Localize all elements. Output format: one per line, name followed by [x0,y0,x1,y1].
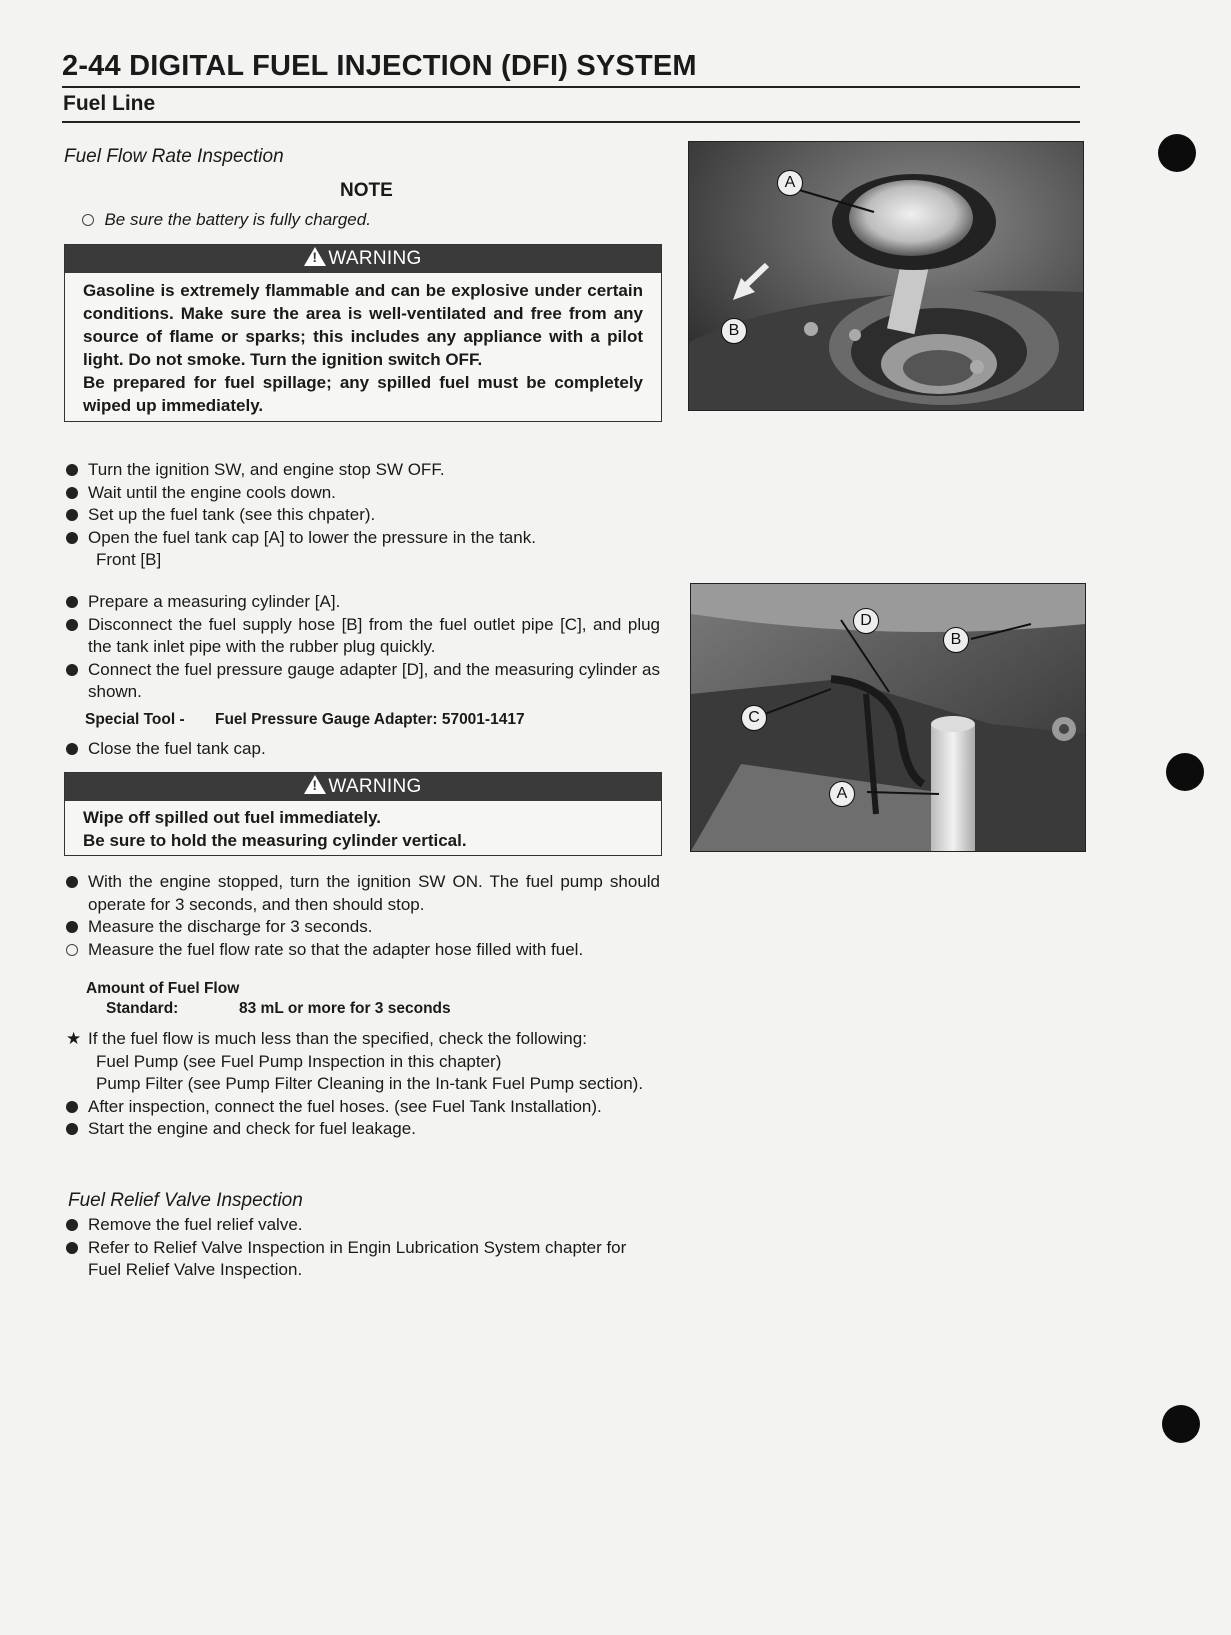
front-label: Front [B] [96,550,162,569]
warning-text: Wipe off spilled out fuel immediately. [83,808,382,827]
bullet-icon [66,619,78,631]
warning-label: WARNING [328,776,422,797]
sub-item: Fuel Pump (see Fuel Pump Inspection in this chapter) [96,1051,502,1071]
standard-label: Standard: [106,1000,179,1017]
header-rule [62,121,1080,123]
bullet-icon [66,1242,78,1254]
sub-item: Pump Filter (see Pump Filter Cleaning in the In-tank Fuel Pump section). [96,1074,644,1093]
bullet-icon [66,1219,78,1231]
callout-label: C [741,705,767,731]
bullet-icon [66,921,78,933]
section-title-relief: Fuel Relief Valve Inspection [68,1190,303,1211]
photo-fuel-tank-cap [689,142,1083,410]
star-icon: ★ [66,1029,82,1048]
ring-bullet-icon [66,944,78,956]
note-title: NOTE [340,180,393,201]
step-list [66,591,660,704]
list-item: Wait until the engine cools down. [66,482,666,505]
step-list [66,1028,660,1141]
warning-header [65,245,661,273]
callout-label: B [721,318,747,344]
figure-measuring-setup [690,583,1086,852]
header-rule [62,86,1080,88]
list-item: Measure the fuel flow rate so that the adapter hose filled with fuel. [66,939,660,962]
bullet-icon [66,876,78,888]
step-list [66,738,660,761]
callout-label: A [829,781,855,807]
list-item: With the engine stopped, turn the ignition SW ON. The fuel pump should operate for 3 seconds, and then should stop. [66,871,660,916]
bullet-icon [66,464,78,476]
list-item: Start the engine and check for fuel leakage. [66,1118,660,1141]
warning-box [64,772,662,856]
list-item: Close the fuel tank cap. [66,738,660,761]
page-title: 2-44 DIGITAL FUEL INJECTION (DFI) SYSTEM [62,50,697,82]
section-subtitle: Fuel Line [63,92,156,115]
step-list [66,459,666,572]
warning-text: Be sure to hold the measuring cylinder vertical. [83,831,467,850]
warning-body [65,801,661,855]
punch-hole [1162,1405,1200,1443]
section-title-flow: Fuel Flow Rate Inspection [64,146,284,167]
punch-hole [1166,753,1204,791]
note-text: Be sure the battery is fully charged. [104,210,371,229]
warning-triangle-icon [304,247,326,266]
list-item: Open the fuel tank cap [A] to lower the pressure in the tank. [66,527,666,550]
list-item: After inspection, connect the fuel hoses. (see Fuel Tank Installation). [66,1096,660,1119]
step-list [66,871,660,961]
bullet-icon [66,487,78,499]
punch-hole [1158,134,1196,172]
list-item: Connect the fuel pressure gauge adapter [D], and the measuring cylinder as shown. [66,659,660,704]
callout-label: D [853,608,879,634]
list-item: Measure the discharge for 3 seconds. [66,916,660,939]
warning-text: Be prepared for fuel spillage; any spilled fuel must be completely wiped up immediately. [83,373,643,415]
note-item [82,210,371,230]
bullet-icon [66,532,78,544]
ring-bullet-icon [82,214,94,226]
list-item: Prepare a measuring cylinder [A]. [66,591,660,614]
warning-text: Gasoline is extremely flammable and can be explosive under certain conditions. Make sure the area is well-ventilated and free from any source of flame or sparks; this includes any appliance with a pilot light. Do not smoke. Turn the ignition switch OFF. [83,281,643,369]
warning-header [65,773,661,801]
warning-triangle-icon [304,775,326,794]
figure-fuel-tank-cap [688,141,1084,411]
step-list [66,1214,660,1282]
warning-label: WARNING [328,248,422,269]
bullet-icon [66,509,78,521]
bullet-icon [66,743,78,755]
warning-box [64,244,662,422]
amount-title: Amount of Fuel Flow [86,980,240,997]
special-tool-label: Special Tool - [85,711,185,728]
list-item: ★ If the fuel flow is much less than the specified, check the following: [66,1028,660,1051]
callout-label: B [943,627,969,653]
list-item: Refer to Relief Valve Inspection in Engin Lubrication System chapter for Fuel Relief Valve Inspection. [66,1237,660,1282]
list-item: Remove the fuel relief valve. [66,1214,660,1237]
bullet-icon [66,664,78,676]
callout-label: A [777,170,803,196]
warning-body [65,273,661,421]
list-item: Set up the fuel tank (see this chpater). [66,504,666,527]
list-item: Disconnect the fuel supply hose [B] from the fuel outlet pipe [C], and plug the tank inlet pipe with the rubber plug quickly. [66,614,660,659]
standard-value: 83 mL or more for 3 seconds [239,1000,451,1017]
special-tool-value: Fuel Pressure Gauge Adapter: 57001-1417 [215,711,525,728]
bullet-icon [66,1101,78,1113]
bullet-icon [66,1123,78,1135]
list-item: Turn the ignition SW, and engine stop SW OFF. [66,459,666,482]
bullet-icon [66,596,78,608]
